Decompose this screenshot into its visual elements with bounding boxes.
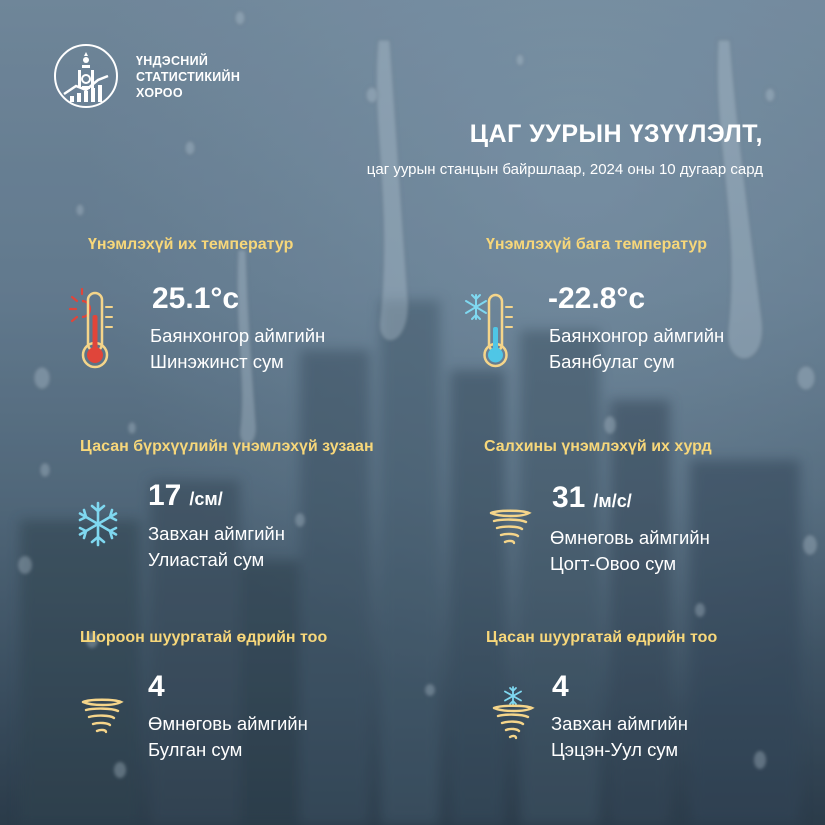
org-name-line-2: СТАТИСТИКИЙН [136,70,241,84]
max-temp-value [152,282,239,316]
min-temp-location [549,323,724,375]
max-temp-sum: Шинэжинст сум [150,351,284,372]
dust-storm-label: Шороон шуургатай өдрийн тоо [80,629,328,646]
min-temp-value [548,282,645,316]
min-temp-sum: Баянбулаг сум [549,351,675,372]
wind-speed-value [552,481,632,515]
org-name-line-1: ҮНДЭСНИЙ [136,54,209,68]
max-temp-number: 25.1°c [152,282,240,315]
snow-depth-location [148,521,285,573]
organization-name [136,53,240,101]
snow-depth-label: Цасан бүрхүүлийн үнэмлэхүй зузаан [80,438,374,455]
min-temp-aimag: Баянхонгор аймгийн [549,325,725,346]
snowstorm-label: Цасан шуургатай өдрийн тоо [486,629,718,646]
snowstorm-number: 4 [552,670,569,703]
page-title: ЦАГ УУРЫН ҮЗҮҮЛЭЛТ, [469,120,763,148]
org-name-line-3: ХОРОО [136,86,183,100]
snow-depth-unit: /см/ [189,489,223,509]
wind-speed-sum: Цогт-Овоо сум [550,553,677,574]
wind-speed-aimag: Өмнөговь аймгийн [550,527,710,548]
dust-storm-aimag: Өмнөговь аймгийн [148,713,308,734]
nso-logo [52,42,120,110]
max-temp-location [150,323,325,375]
wind-speed-number: 31 [552,481,586,514]
snowstorm-aimag: Завхан аймгийн [551,713,688,734]
snow-depth-aimag: Завхан аймгийн [148,523,285,544]
dust-storm-icon [80,697,124,739]
max-temp-label: Үнэмлэхүй их температур [88,236,294,253]
cold-thermometer-icon [464,291,518,371]
snow-depth-sum: Улиастай сум [148,549,265,570]
hot-thermometer-icon [66,287,120,371]
snowstorm-value [552,670,569,704]
wind-speed-location [550,525,710,577]
dust-storm-sum: Булган сум [148,739,243,760]
wind-speed-label: Салхины үнэмлэхүй их хурд [484,438,712,455]
min-temp-label: Үнэмлэхүй бага температур [486,236,707,253]
snowflake-icon [74,500,122,548]
snowstorm-location [551,711,688,763]
snowstorm-icon [490,685,536,741]
wind-speed-unit: /м/с/ [593,491,632,511]
snow-depth-number: 17 [148,479,182,512]
max-temp-aimag: Баянхонгор аймгийн [150,325,326,346]
dust-storm-number: 4 [148,670,165,703]
snow-depth-value [148,479,223,513]
page-subtitle: цаг уурын станцын байршлаар, 2024 оны 10 дугаар сард [366,161,763,178]
snowstorm-sum: Цэцэн-Уул сум [551,739,679,760]
tornado-icon [488,508,532,550]
dust-storm-value [148,670,165,704]
min-temp-number: -22.8°c [548,282,646,315]
dust-storm-location [148,711,308,763]
